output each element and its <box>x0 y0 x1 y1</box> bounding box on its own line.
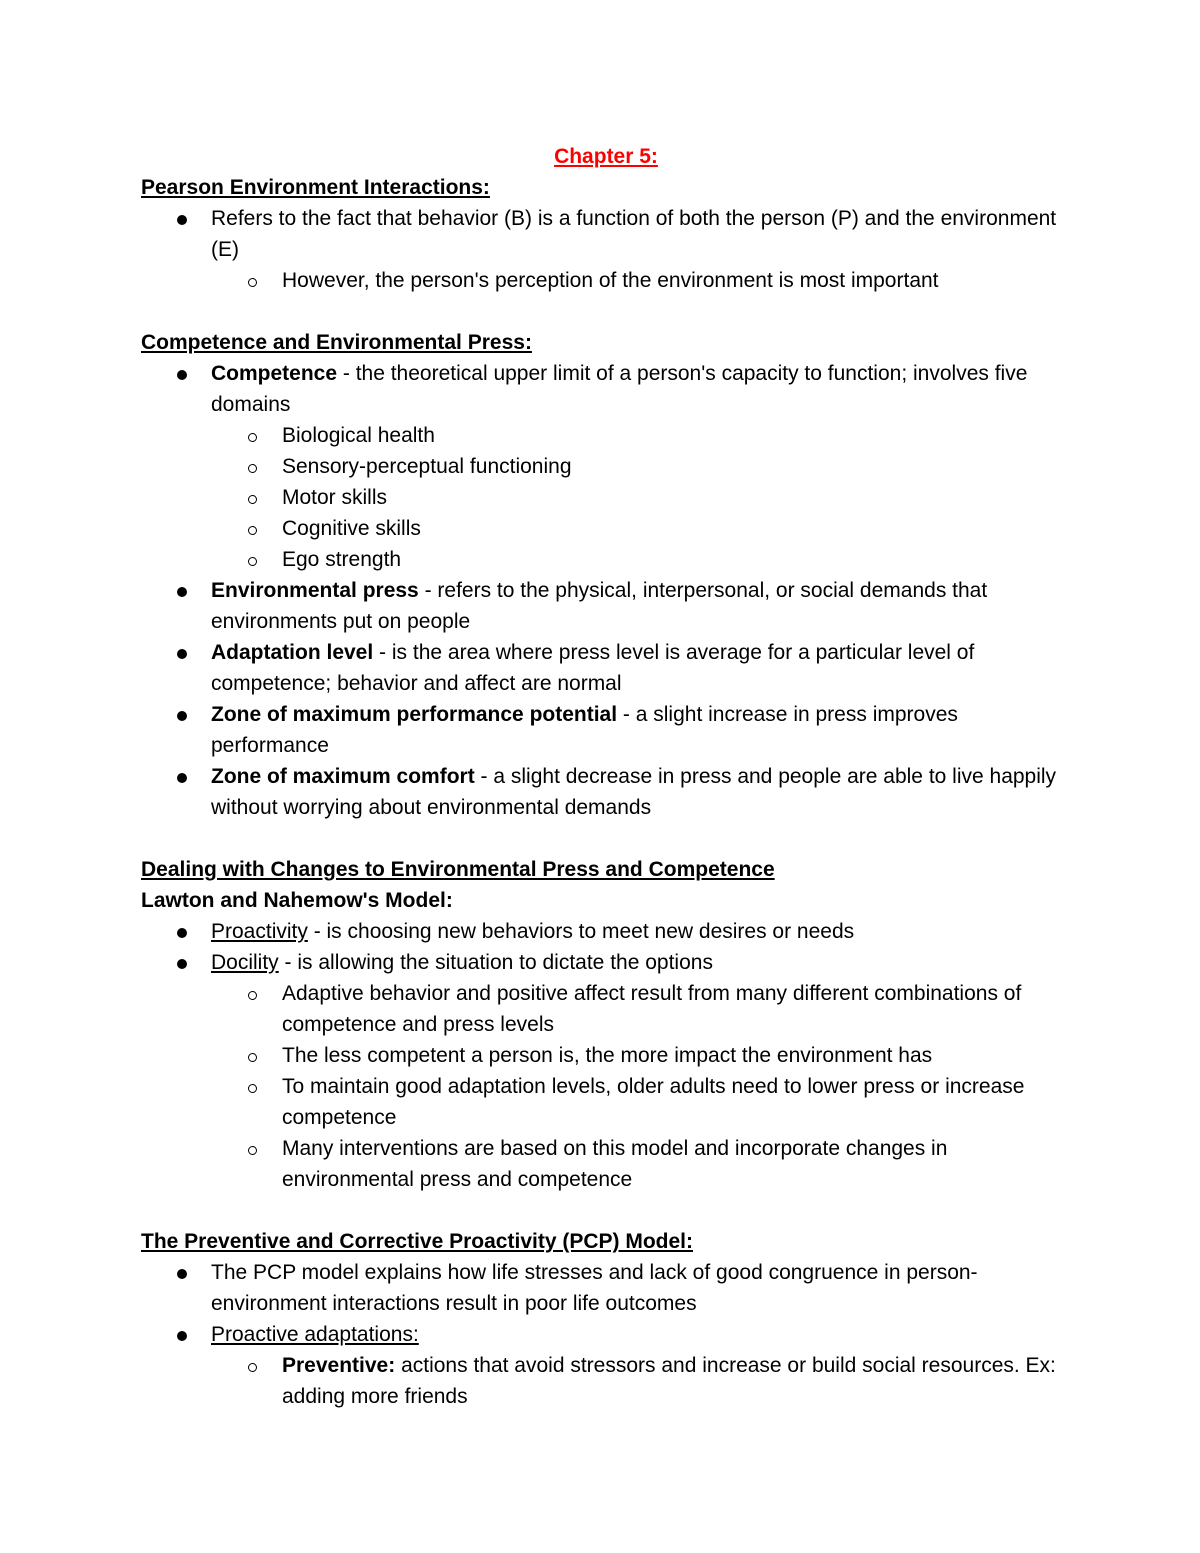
circle-bullet-icon <box>248 1133 257 1164</box>
list-item: Docility - is allowing the situation to dictate the options <box>141 947 1071 978</box>
term-docility: Docility <box>211 951 279 974</box>
list-item: Proactivity - is choosing new behaviors to meet new desires or needs <box>141 916 1071 947</box>
term-proactive-adaptations: Proactive adaptations: <box>211 1323 419 1346</box>
pcp-model-list <box>141 1257 1071 1412</box>
circle-bullet-icon <box>248 265 257 296</box>
list-item: Zone of maximum performance potential - a slight increase in press improves performance <box>141 699 1071 761</box>
lawton-model-list <box>141 916 1071 1195</box>
bullet-icon <box>177 1257 187 1288</box>
list-item: To maintain good adaptation levels, older adults need to lower press or increase competence <box>141 1071 1071 1133</box>
list-item: Motor skills <box>141 482 1071 513</box>
list-item: However, the person's perception of the environment is most important <box>141 265 1071 296</box>
list-item: Preventive: actions that avoid stressors and increase or build social resources. Ex: adding more friends <box>141 1350 1071 1412</box>
list-item: Biological health <box>141 420 1071 451</box>
bullet-icon <box>177 575 187 606</box>
section-heading-pcp-model: The Preventive and Corrective Proactivity (PCP) Model: <box>141 1230 693 1253</box>
bullet-icon <box>177 358 187 389</box>
list-item: Zone of maximum comfort - a slight decrease in press and people are able to live happily without worrying about environmental demands <box>141 761 1071 823</box>
chapter-title: Chapter 5: <box>554 145 658 168</box>
circle-bullet-icon <box>248 978 257 1009</box>
term-proactivity: Proactivity <box>211 920 308 943</box>
term-competence: Competence <box>211 362 338 385</box>
term-environmental-press: Environmental press <box>211 579 419 602</box>
bullet-icon <box>177 203 187 234</box>
list-item: Ego strength <box>141 544 1071 575</box>
competence-press-list <box>141 358 1071 823</box>
section-heading-pe-interactions: Pearson Environment Interactions: <box>141 176 490 199</box>
section-heading-competence-press: Competence and Environmental Press: <box>141 331 532 354</box>
circle-bullet-icon <box>248 1071 257 1102</box>
list-item: Competence - the theoretical upper limit of a person's capacity to function; involves five domains <box>141 358 1071 420</box>
term-max-comfort: Zone of maximum comfort <box>211 765 475 788</box>
term-preventive: Preventive: <box>282 1354 396 1377</box>
circle-bullet-icon <box>248 544 257 575</box>
document-content <box>141 141 1071 1412</box>
list-item <box>141 1319 1071 1350</box>
circle-bullet-icon <box>248 420 257 451</box>
bullet-icon <box>177 947 187 978</box>
list-item: Adaptive behavior and positive affect result from many different combinations of competence and press levels <box>141 978 1071 1040</box>
bullet-icon <box>177 916 187 947</box>
bullet-icon <box>177 637 187 668</box>
list-item: Sensory-perceptual functioning <box>141 451 1071 482</box>
list-item: The less competent a person is, the more impact the environment has <box>141 1040 1071 1071</box>
term-adaptation-level: Adaptation level <box>211 641 374 664</box>
bullet-icon <box>177 761 187 792</box>
list-item: Cognitive skills <box>141 513 1071 544</box>
bullet-icon <box>177 699 187 730</box>
circle-bullet-icon <box>248 482 257 513</box>
section-heading-dealing-with-changes: Dealing with Changes to Environmental Press and Competence <box>141 858 775 881</box>
circle-bullet-icon <box>248 1350 257 1381</box>
list-item: Many interventions are based on this model and incorporate changes in environmental press and competence <box>141 1133 1071 1195</box>
list-item: The PCP model explains how life stresses and lack of good congruence in person-environment interactions result in poor life outcomes <box>141 1257 1071 1319</box>
circle-bullet-icon <box>248 451 257 482</box>
list-item: Adaptation level - is the area where press level is average for a particular level of competence; behavior and affect are normal <box>141 637 1071 699</box>
list-item: Refers to the fact that behavior (B) is a function of both the person (P) and the environment (E) <box>141 203 1071 265</box>
pe-interactions-list <box>141 203 1071 296</box>
subheading-lawton-nahemow: Lawton and Nahemow's Model: <box>141 889 453 912</box>
circle-bullet-icon <box>248 513 257 544</box>
list-item: Environmental press - refers to the physical, interpersonal, or social demands that environments put on people <box>141 575 1071 637</box>
term-max-performance: Zone of maximum performance potential <box>211 703 618 726</box>
bullet-icon <box>177 1319 187 1350</box>
circle-bullet-icon <box>248 1040 257 1071</box>
